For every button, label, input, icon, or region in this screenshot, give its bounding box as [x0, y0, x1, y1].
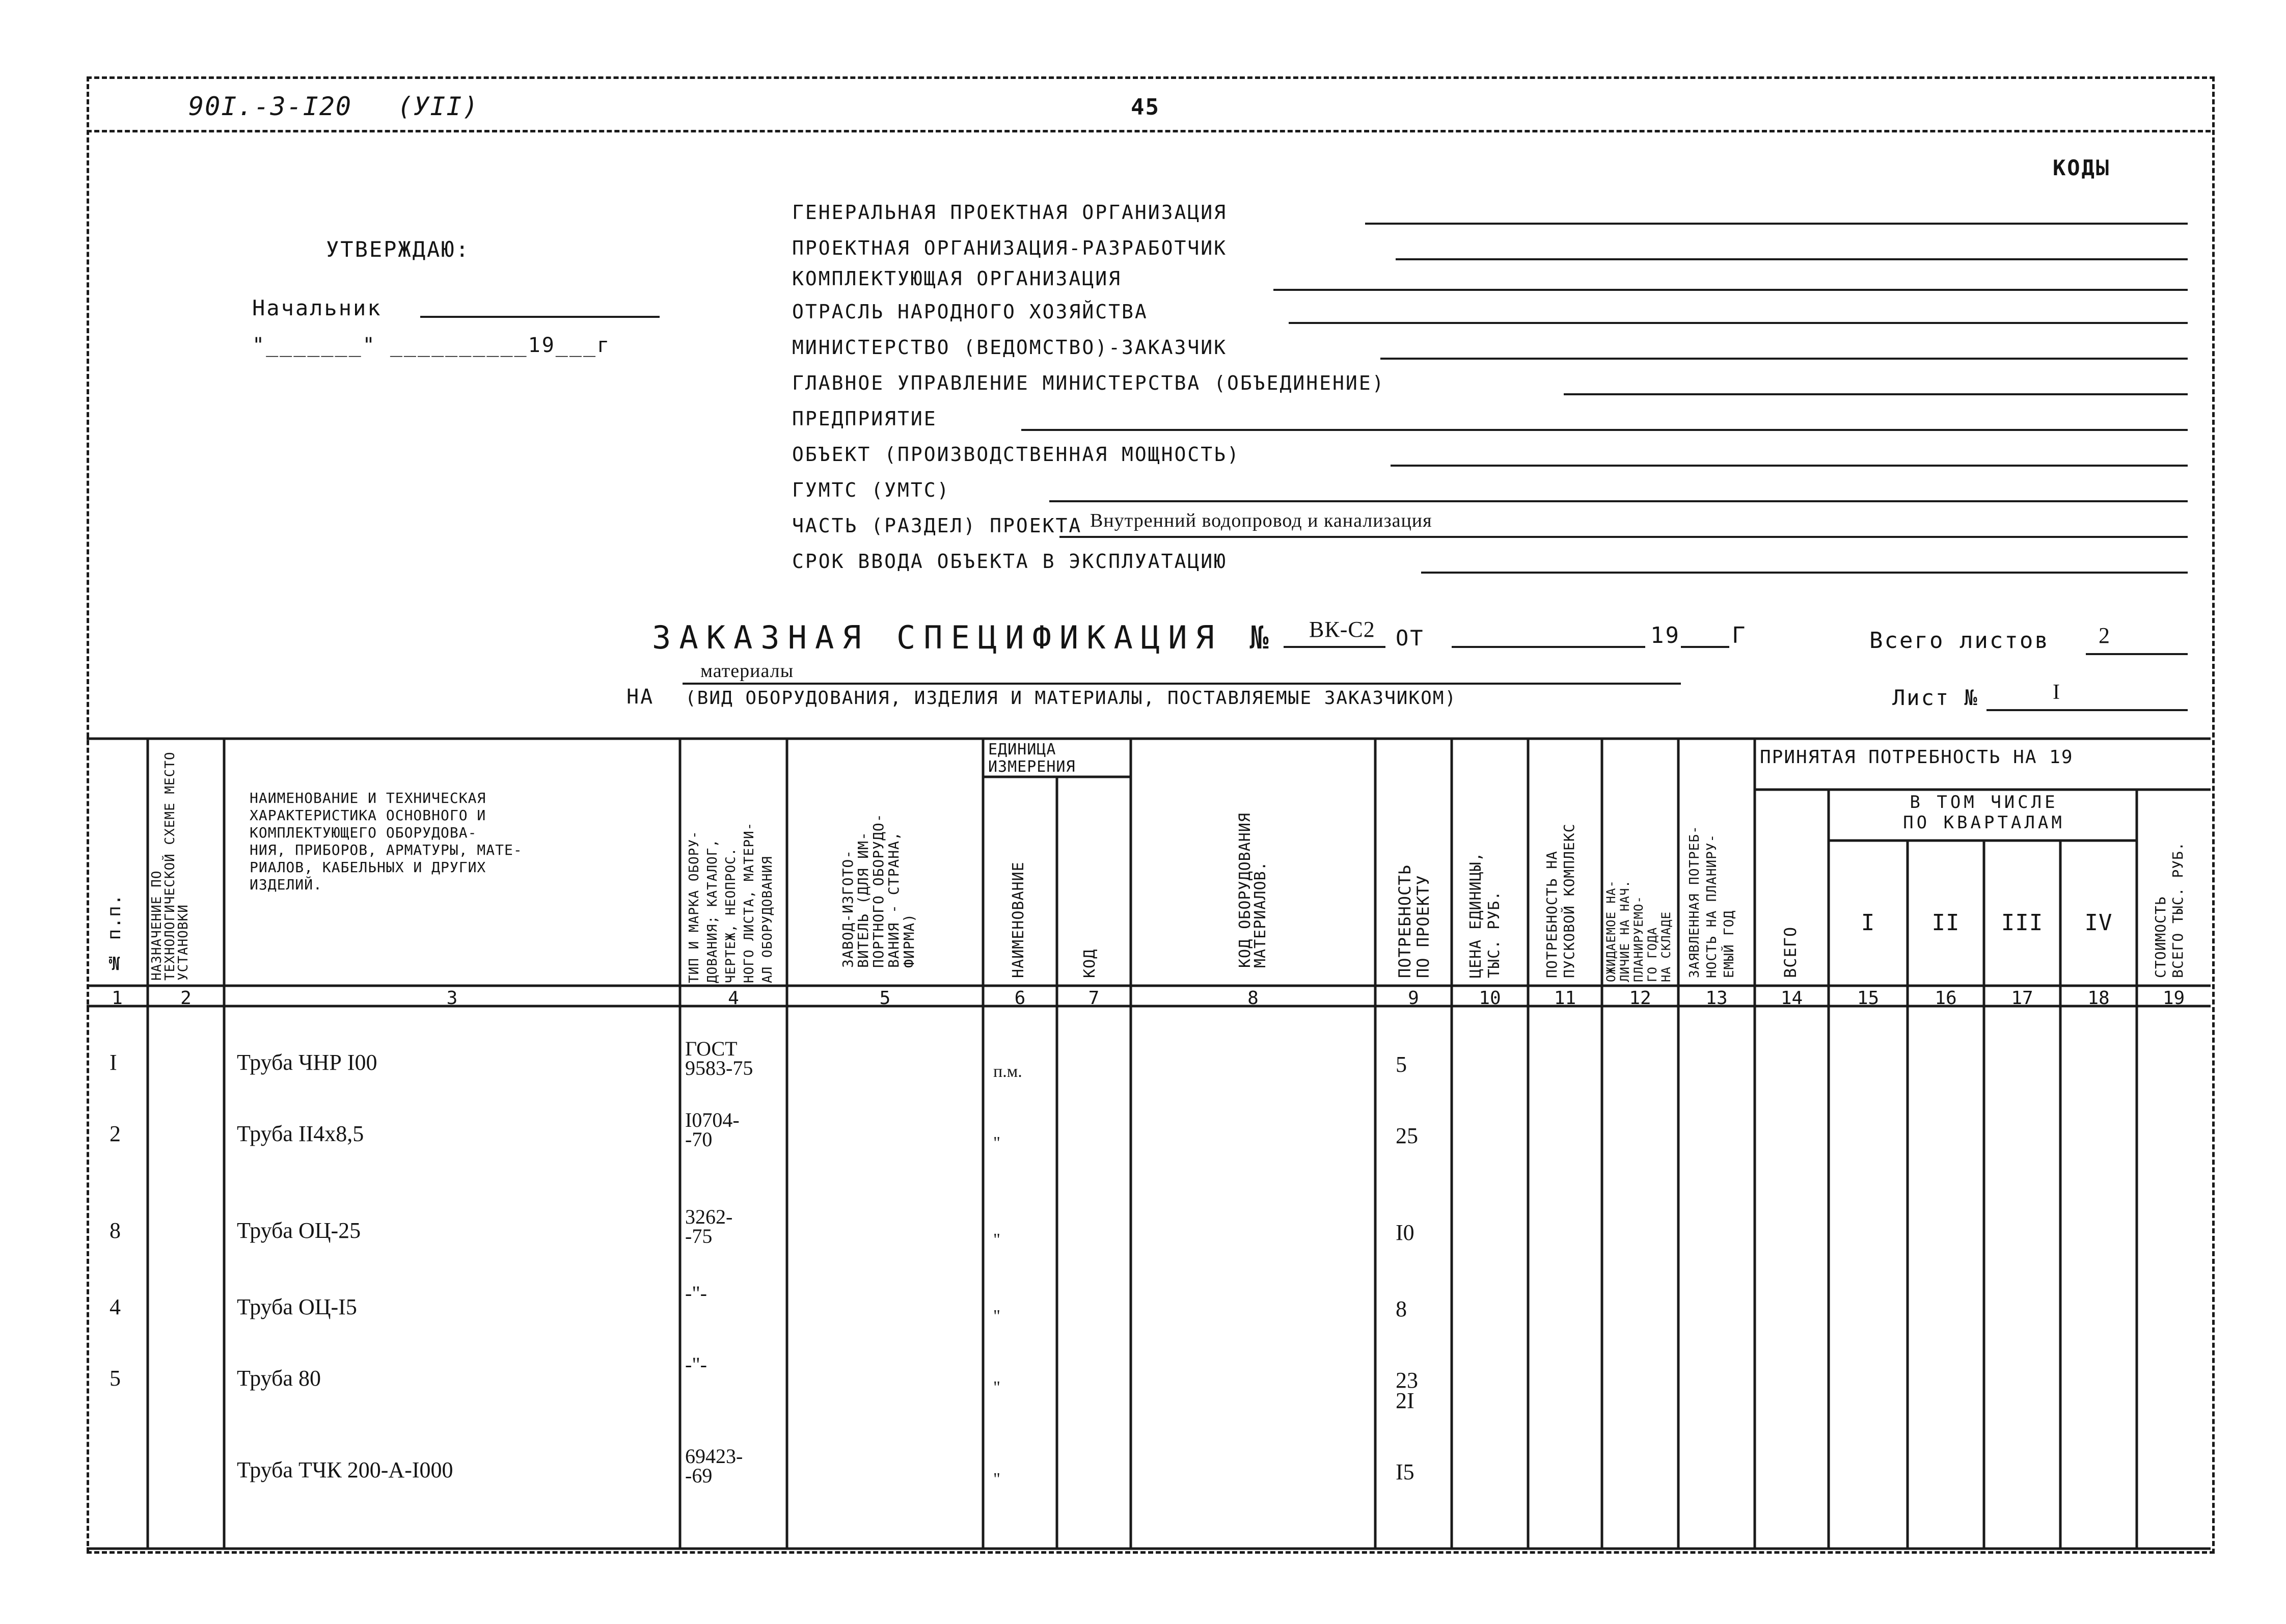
org-field-label: ГЕНЕРАЛЬНАЯ ПРОЕКТНАЯ ОРГАНИЗАЦИЯ [792, 201, 1227, 224]
col-header-q2: II [1931, 910, 1960, 936]
org-field-label: ОТРАСЛЬ НАРОДНОГО ХОЗЯЙСТВА [792, 301, 1148, 323]
col-header-6-7-group: ЕДИНИЦА ИЗМЕРЕНИЯ [988, 741, 1076, 776]
row-standard: -"- [685, 1353, 707, 1376]
col-header-q3: III [2001, 910, 2044, 936]
col-header-q4: IV [2084, 910, 2113, 936]
chief-label: Начальник [252, 295, 382, 320]
spec-number: ВК-С2 [1309, 617, 1375, 642]
row-name: Труба II4х8,5 [237, 1121, 364, 1146]
column-number: 11 [1554, 988, 1576, 1009]
row-name: Труба ТЧК 200-А-I000 [237, 1457, 453, 1482]
row-number: I [110, 1050, 117, 1075]
spec-year-prefix: 19 [1650, 622, 1680, 648]
column-number: 15 [1857, 988, 1880, 1009]
column-number: 17 [2011, 988, 2033, 1009]
column-number: 2 [180, 988, 192, 1009]
org-field-label: ПРОЕКТНАЯ ОРГАНИЗАЦИЯ-РАЗРАБОТЧИК [792, 237, 1227, 259]
row-standard: -"- [685, 1282, 707, 1305]
row-quantity: 5 [1396, 1052, 1407, 1077]
row-number: 8 [110, 1218, 121, 1243]
column-number: 16 [1935, 988, 1957, 1009]
row-standard: I0704- -70 [685, 1108, 740, 1151]
org-field-label: ЧАСТЬ (РАЗДЕЛ) ПРОЕКТА [792, 515, 1082, 537]
col-header-8: КОД ОБОРУДОВАНИЯ МАТЕРИАЛОВ. [1236, 813, 1269, 968]
row-name: Труба 80 [237, 1366, 321, 1391]
column-number: 5 [879, 988, 891, 1009]
row-quantity: 8 [1396, 1296, 1407, 1321]
column-number: 18 [2087, 988, 2110, 1009]
col-header-19: СТОИМОСТЬ ВСЕГО ТЫС. РУБ. [2152, 842, 2186, 978]
org-field-label: ГУМТС (УМТС) [792, 479, 950, 501]
org-field-label: МИНИСТЕРСТВО (ВЕДОМСТВО)-ЗАКАЗЧИК [792, 336, 1227, 359]
row-number: 4 [110, 1294, 121, 1319]
page-number: 45 [1131, 94, 1160, 120]
column-number: 13 [1705, 988, 1728, 1009]
row-unit: " [993, 1378, 1000, 1397]
row-name: Труба ЧНР I00 [237, 1050, 377, 1075]
column-number: 3 [446, 988, 458, 1009]
col-header-11: ПОТРЕБНОСТЬ НА ПУСКОВОЙ КОМПЛЕКС [1543, 823, 1577, 978]
row-unit: " [993, 1470, 1000, 1488]
col-header-quarters: В ТОМ ЧИСЛЕ ПО КВАРТАЛАМ [1903, 792, 2065, 833]
col-header-accepted: ПРИНЯТАЯ ПОТРЕБНОСТЬ НА 19 [1760, 747, 2074, 768]
row-quantity: 23 2I [1396, 1368, 1418, 1413]
column-number: 7 [1088, 988, 1100, 1009]
row-number: 2 [110, 1121, 121, 1146]
col-header-3: НАИМЕНОВАНИЕ И ТЕХНИЧЕСКАЯ ХАРАКТЕРИСТИКА ОСНОВНОГО И КОМПЛЕКТУЮЩЕГО ОБОРУДОВА- НИЯ, ПРИБОРОВ, АРМАТУРЫ, МАТЕ- РИАЛОВ, КАБЕЛЬНЫХ И ДРУГИХ ИЗДЕЛИЙ. [250, 790, 523, 893]
codes-label: КОДЫ [2053, 155, 2111, 180]
total-sheets-label: Всего листов [1869, 628, 2050, 654]
row-number: 5 [110, 1366, 121, 1391]
row-name: Труба ОЦ-25 [237, 1218, 361, 1243]
spec-subject-caption: (ВИД ОБОРУДОВАНИЯ, ИЗДЕЛИЯ И МАТЕРИАЛЫ, ПОСТАВЛЯЕМЫЕ ЗАКАЗЧИКОМ) [685, 688, 1457, 709]
org-field-label: ОБЪЕКТ (ПРОИЗВОДСТВЕННАЯ МОЩНОСТЬ) [792, 443, 1240, 466]
album-number: (УII) [397, 92, 479, 121]
col-header-13: ЗАЯВЛЕННАЯ ПОТРЕБ- НОСТЬ НА ПЛАНИРУ- ЕМЫЙ ГОД [1687, 825, 1737, 978]
spec-subject: материалы [700, 660, 794, 682]
row-standard: 3262- -75 [685, 1205, 733, 1248]
column-number: 1 [112, 988, 123, 1009]
col-header-9: ПОТРЕБНОСТЬ ПО ПРОЕКТУ [1395, 864, 1433, 978]
na-label: НА [627, 685, 655, 709]
row-quantity: 25 [1396, 1123, 1418, 1148]
spec-year-suffix: Г [1732, 622, 1747, 648]
row-quantity: I0 [1396, 1220, 1414, 1245]
col-header-14: ВСЕГО [1781, 926, 1800, 978]
org-field-label: КОМПЛЕКТУЮЩАЯ ОРГАНИЗАЦИЯ [792, 267, 1122, 290]
org-field-label: СРОК ВВОДА ОБЪЕКТА В ЭКСПЛУАТАЦИЮ [792, 550, 1227, 573]
row-standard: ГОСТ 9583-75 [685, 1037, 753, 1079]
row-unit: " [993, 1307, 1000, 1325]
row-unit: п.м. [993, 1062, 1022, 1081]
org-field-label: ПРЕДПРИЯТИЕ [792, 408, 937, 430]
approve-label: УТВЕРЖДАЮ: [326, 237, 470, 262]
approval-date: "_______" __________19___г [252, 334, 611, 357]
column-number: 4 [728, 988, 739, 1009]
col-header-2: НАЗНАЧЕНИЕ ПО ТЕХНОЛОГИЧЕСКОЙ СХЕМЕ МЕСТО УСТАНОВКИ [149, 751, 191, 981]
row-unit: " [993, 1133, 1000, 1152]
column-number: 19 [2162, 988, 2185, 1009]
column-number: 8 [1247, 988, 1259, 1009]
col-header-12: ОЖИДАЕМОЕ НА- ЛИЧИЕ НА НАЧ. ПЛАНИРУЕМО- ГО ГОДА НА СКЛАДЕ [1604, 880, 1673, 982]
col-header-1: № п.п. [104, 894, 125, 973]
column-number: 14 [1780, 988, 1803, 1009]
row-standard: 69423- -69 [685, 1445, 743, 1487]
doc-code: 90I.-3-I20 [188, 92, 352, 121]
total-sheets-value: 2 [2099, 623, 2110, 648]
sheet-value: I [2053, 681, 2060, 704]
col-header-q1: I [1861, 910, 1875, 936]
col-header-10: ЦЕНА ЕДИНИЦЫ, ТЫС. РУБ. [1467, 852, 1503, 978]
org-field-label: ГЛАВНОЕ УПРАВЛЕНИЕ МИНИСТЕРСТВА (ОБЪЕДИНЕНИЕ) [792, 372, 1385, 394]
column-number: 6 [1014, 988, 1026, 1009]
col-header-7: КОД [1081, 949, 1099, 978]
row-quantity: I5 [1396, 1459, 1414, 1484]
column-number: 12 [1629, 988, 1651, 1009]
col-header-5: ЗАВОД-ИЗГОТО- ВИТЕЛЬ (ДЛЯ ИМ- ПОРТНОГО ОБОРУДО- ВАНИЯ - СТРАНА, ФИРМА) [839, 813, 917, 968]
sheet-label: Лист № [1892, 685, 1979, 710]
row-name: Труба ОЦ-I5 [237, 1294, 357, 1319]
spec-from-label: ОТ [1396, 626, 1425, 651]
row-unit: " [993, 1230, 1000, 1249]
org-field-value: Внутренний водопровод и канализация [1090, 510, 1432, 531]
col-header-4: ТИП И МАРКА ОБОРУ- ДОВАНИЯ; КАТАЛОГ, ЧЕРТЕЖ, НЕОПРОС. НОГО ЛИСТА, МАТЕРИ- АЛ ОБОРУДОВАНИЯ [687, 822, 775, 983]
spec-title: ЗАКАЗНАЯ СПЕЦИФИКАЦИЯ № [652, 619, 1277, 656]
col-header-6: НАИМЕНОВАНИЕ [1010, 861, 1027, 978]
column-number: 9 [1408, 988, 1419, 1009]
column-number: 10 [1479, 988, 1501, 1009]
